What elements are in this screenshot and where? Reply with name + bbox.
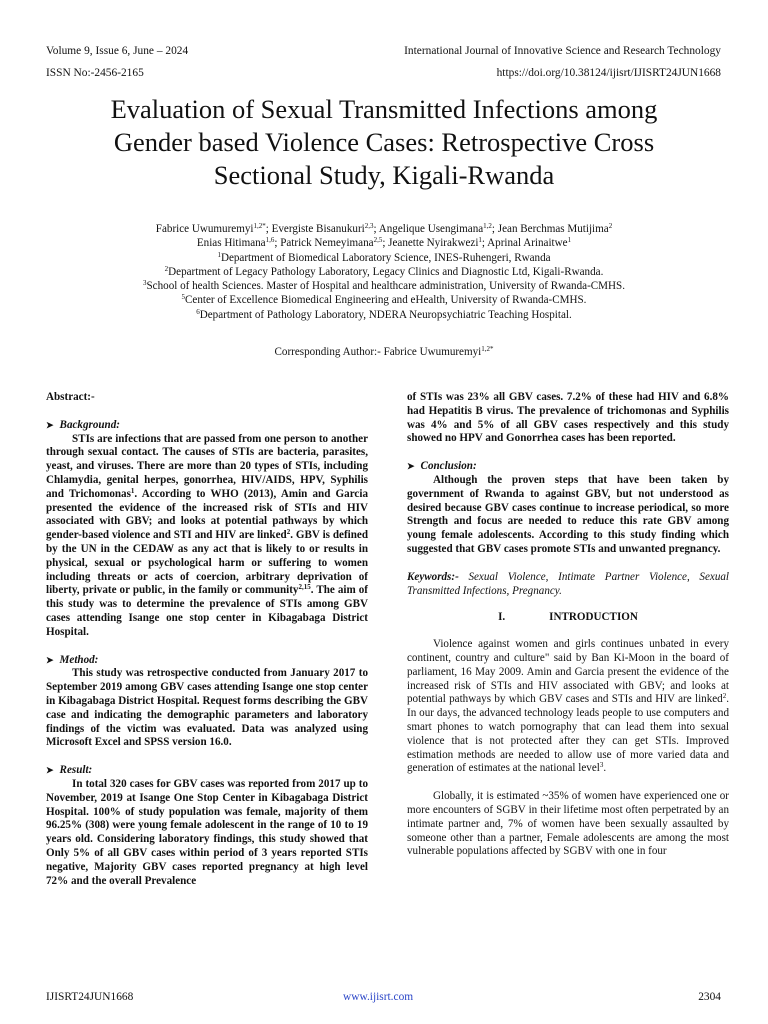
author-sup: 2,3 bbox=[364, 222, 374, 230]
author-name: Fabrice Uwumuremyi bbox=[155, 223, 254, 235]
conclusion-heading: ➤ Conclusion: bbox=[407, 460, 477, 473]
author-line bbox=[30, 222, 738, 236]
author-name: ; Evergiste Bisanukuri bbox=[265, 223, 365, 235]
arrow-bullet-icon: ➤ bbox=[46, 765, 54, 776]
author-name: ; Jeanette Nyirakwezi bbox=[382, 237, 479, 250]
author-name: Enias Hitimana bbox=[196, 237, 266, 250]
result-heading: ➤ Result: bbox=[46, 764, 93, 777]
affiliation: $^6$Department of Pathology Laboratory, NDERA Neuropsychiatric Teaching Hospital. bbox=[196, 307, 572, 321]
arrow-bullet-icon: ➤ bbox=[407, 461, 415, 472]
author-name: ; Aprinal Arinaitwe bbox=[481, 237, 568, 250]
conclusion-text: Although the proven steps that have been taken by government of Rwanda to against GBV, but not understood as desired because GBV cases continue to increase periodical, so more Strength and focus are needed to reduce this rate GBV among young female adolescents. According to this study finding which suggested that GBV cases promote STIs and unwanted pregnancy. bbox=[407, 473, 729, 555]
result-text: In total 320 cases for GBV cases was reported from 2017 up to November, 2019 at Isange One Stop Center in Kibagabaga District Hospital. 100% of study population was female, majority of them 96.25% (308) were young female adolescent in the range of 10 to 19 years old. Considering laboratory findings, this study showed that Only 5% of all GBV cases within period of 3 years reported STIs negative, Majority GBV cases reported pregnancy at high level 72% and the overall Prevalence bbox=[46, 777, 368, 887]
arrow-bullet-icon: ➤ bbox=[46, 419, 54, 430]
author-sup: 1 bbox=[478, 236, 482, 245]
journal-name: International Journal of Innovative Science and Research Technology bbox=[404, 45, 721, 57]
affiliation: $^5$Center of Excellence Biomedical Engineering and eHealth, University of Rwanda-CMHS. bbox=[181, 293, 587, 307]
author-sup: 1,2* bbox=[253, 222, 266, 230]
page-number: 2304 bbox=[698, 991, 721, 1003]
title-line: Sectional Study, Kigali-Rwanda bbox=[213, 160, 555, 190]
right-column bbox=[407, 391, 729, 859]
author-name: ; Patrick Nemeyimana bbox=[274, 237, 374, 250]
author-name: ; Angelique Usengimana bbox=[373, 223, 484, 235]
author-sup: 1,2 bbox=[483, 222, 492, 230]
abstract-label: Abstract:- bbox=[46, 391, 95, 403]
author-line bbox=[30, 236, 738, 250]
title-line: Gender based Violence Cases: Retrospective Cross bbox=[113, 127, 655, 157]
affiliation: $^1$Department of Biomedical Laboratory Science, INES-Ruhengeri, Rwanda bbox=[217, 250, 551, 264]
result-text-continued: of STIs was 23% all GBV cases. 7.2% of these had HIV and 6.8% had Hepatitis B virus. The prevalence of trichomonas and Syphilis was 4% and 5% of all GBV cases respectively and this study showed no HPV and Gonorrhea cases has been reported. bbox=[407, 391, 729, 445]
left-column bbox=[46, 391, 368, 888]
background-heading: ➤ Background: bbox=[46, 418, 120, 431]
affiliation: $^3$School of health Sciences. Master of Hospital and healthcare administration, University of Rwanda-CMHS. bbox=[143, 279, 625, 293]
intro-paragraph: Violence against women and girls continues unbated in every continent, country and culture" said by Ban Ki-Moon in the board of parliament, 16 May 2009. Amin and Garcia present the evidence of the increased risk of STIs and HIV associated with GBV; and looks at potential pathways by which GBV cases and STIs and HIV are linked$^2$. In our days, the advanced technology leads people to use computers and smart phones to watch pornography that can lead them into sexual violence that is not protected after they can get STIs. Improved estimation methods are needed to allow use of more varied data and generation of estimates at the national level$^3$. bbox=[407, 638, 729, 775]
section-heading-introduction: I. INTRODUCTION bbox=[498, 611, 638, 624]
background-text: STIs are infections that are passed from one person to another through sexual contact. The causes of STIs are bacteria, parasites, yeast, and viruses. There are more than 20 types of STIs, including Chlamydia, genital herpes, gonorrhea, HIV/AIDS, HPV, Syphilis and Trichomonas$^1$. According to WHO (2013), Amin and Garcia presented the evidence of the increased risk of STIs and HIV associated with GBV; and looks at potential pathways by which gender-based violence and STI and HIV are linked$^2$. GBV is defined by the UN in the CEDAW as any act that is likely to or results in physical, sexual or psychological harm or suffering to women including threats or acts of coercion, arbitrary deprivation of liberty, private or public, in the family or community$^{2,15}$. The aim of this study was to determine the prevalence of STIs among GBV cases attending Isange one stop center in Kibagabaga District Hospital. bbox=[46, 432, 369, 638]
author-sup: 1,6 bbox=[265, 236, 275, 245]
footer-website-link[interactable]: www.ijisrt.com bbox=[343, 991, 414, 1003]
journal-issn: ISSN No:-2456-2165 bbox=[46, 67, 144, 79]
intro-paragraph: Globally, it is estimated ~35% of women have experienced one or more encounters of SGBV in their lifetime most often perpetrated by an intimate partner and, 7% of women have been sexually assaulted by someone other than a partner, Female adolescents are among the most vulnerable populations affected by SGBV with one in four bbox=[407, 790, 729, 858]
method-text: This study was retrospective conducted from January 2017 to September 2019 among GBV cases attending Isange one stop center in Kibagabaga District Hospital. Request forms describing the GBV case and indicating the demographic parameters and laboratory findings of the victim was evaluated. Data was analyzed using Microsoft Excel and SPSS version 16.0. bbox=[46, 667, 368, 749]
doi-link[interactable]: https://doi.org/10.38124/ijisrt/IJISRT24JUN1668 bbox=[496, 67, 721, 79]
method-heading: ➤ Method: bbox=[46, 653, 99, 666]
journal-volume: Volume 9, Issue 6, June – 2024 bbox=[46, 45, 189, 57]
affiliation: $^2$Department of Legacy Pathology Laboratory, Legacy Clinics and Diagnostic Ltd, Kigali-Rwanda. bbox=[164, 264, 604, 278]
keywords: Keywords:- Sexual Violence, Intimate Partner Violence, Sexual Transmitted Infections, Pregnancy. bbox=[407, 570, 729, 597]
paper-title bbox=[28, 93, 740, 192]
arrow-bullet-icon: ➤ bbox=[46, 654, 54, 665]
author-sup: 2 bbox=[608, 222, 613, 230]
title-line: Evaluation of Sexual Transmitted Infections among bbox=[110, 94, 658, 124]
author-sup: 1 bbox=[567, 236, 572, 245]
footer-paper-id: IJISRT24JUN1668 bbox=[46, 991, 134, 1003]
author-block bbox=[30, 222, 738, 322]
author-name: ; Jean Berchmas Mutijima bbox=[491, 223, 609, 235]
corresponding-author: Corresponding Author:- Fabrice Uwumuremyi$^{1,2*}$ bbox=[274, 345, 494, 358]
author-sup: 2,5 bbox=[373, 236, 383, 245]
